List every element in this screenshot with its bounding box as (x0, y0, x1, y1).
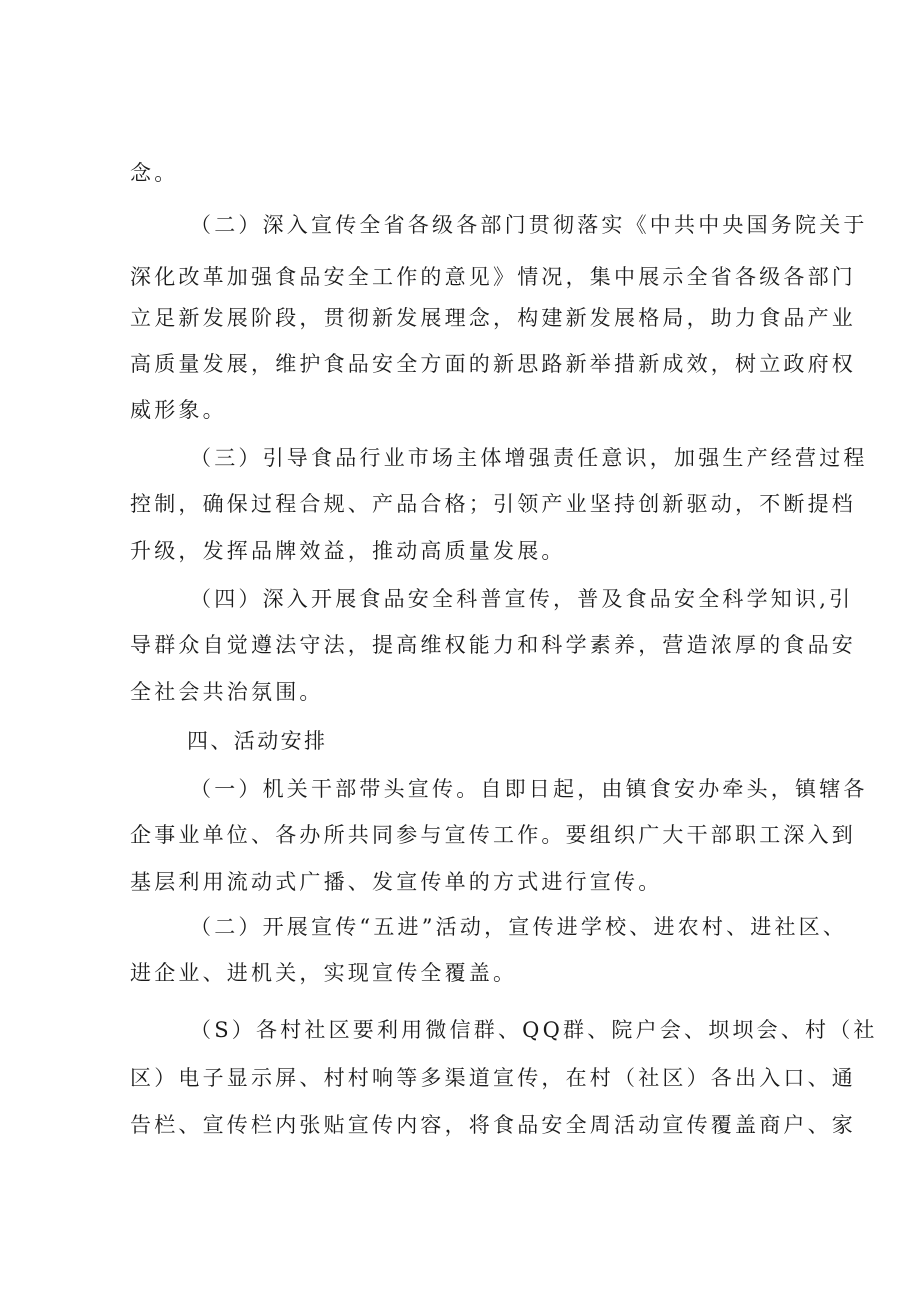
paragraph-2-line-1: （二）深入宣传全省各级各部门贯彻落实《中共中央国务院关于 (190, 213, 868, 237)
text-line: 立足新发展阶段，贯彻新发展理念，构建新发展格局，助力食品产业 (130, 306, 856, 330)
text-line: 进企业、进机关，实现宣传全覆盖。 (130, 961, 518, 985)
text-line: 区）电子显示屏、村村响等多渠道宣传，在村（社区）各出入口、通 (130, 1066, 856, 1090)
text-line: 告栏、宣传栏内张贴宣传内容，将食品安全周活动宣传覆盖商户、家 (130, 1113, 856, 1137)
paragraph-3-line-1: （三）引导食品行业市场主体增强责任意识，加强生产经营过程 (190, 446, 868, 470)
text-line: 念。 (130, 161, 179, 185)
text-line: 导群众自觉遵法守法，提高维权能力和科学素养，营造浓厚的食品安 (130, 633, 856, 657)
paragraph-7-line-1: （S）各村社区要利用微信群、QQ群、院户会、坝坝会、村（社 (190, 1018, 878, 1042)
text-line: 深化改革加强食品安全工作的意见》情况，集中展示全省各级各部门 (130, 265, 856, 289)
text-line: 企事业单位、各办所共同参与宣传工作。要组织广大干部职工深入到 (130, 823, 856, 847)
text-line: 高质量发展，维护食品安全方面的新思路新举措新成效，树立政府权 (130, 352, 856, 376)
paragraph-5-line-1: （一）机关干部带头宣传。自即日起，由镇食安办牵头，镇辖各 (190, 777, 868, 801)
paragraph-6-line-1: （二）开展宣传“五进”活动，宣传进学校、进农村、进社区、 (190, 915, 848, 939)
text-line: 升级，发挥品牌效益，推动高质量发展。 (130, 539, 566, 563)
text-line: 基层利用流动式广播、发宣传单的方式进行宣传。 (130, 870, 663, 894)
text-line: 威形象。 (130, 398, 227, 422)
section-heading: 四、活动安排 (187, 729, 328, 753)
paragraph-4-line-1: （四）深入开展食品安全科普宣传，普及食品安全科学知识,引 (190, 587, 854, 611)
text-line: 控制，确保过程合规、产品合格；引领产业坚持创新驱动，不断提档 (130, 492, 856, 516)
text-line: 全社会共治氛围。 (130, 680, 324, 704)
